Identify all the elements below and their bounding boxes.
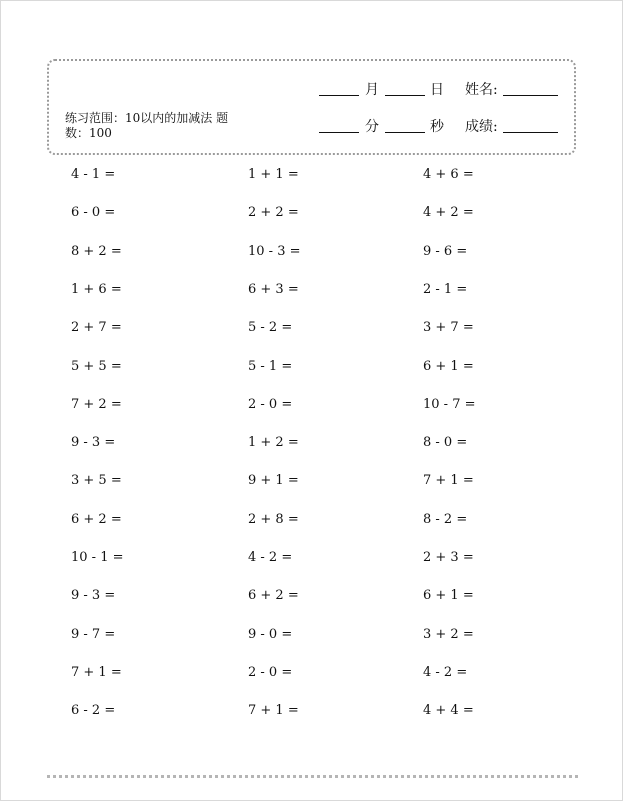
- problem-item: 9 - 7 =: [71, 626, 116, 642]
- problem-item: 7 + 2 =: [71, 396, 122, 412]
- problem-item: 4 - 2 =: [248, 550, 293, 565]
- problem-item: 2 - 1 =: [423, 281, 468, 297]
- problem-item: 5 - 1 =: [248, 358, 293, 374]
- problem-item: 10 - 3 =: [248, 243, 301, 259]
- problem-item: 10 - 1 =: [71, 550, 124, 565]
- problem-item: 7 + 1 =: [248, 703, 299, 719]
- month-label: 月: [365, 82, 379, 98]
- problem-item: 6 + 3 =: [248, 281, 299, 297]
- minute-label: 分: [365, 119, 379, 135]
- problem-item: 2 - 0 =: [248, 396, 293, 412]
- problem-item: 3 + 7 =: [423, 320, 474, 336]
- problem-item: 1 + 2 =: [248, 435, 299, 451]
- problem-item: 4 + 2 =: [423, 205, 474, 221]
- problem-item: 9 - 3 =: [71, 588, 116, 604]
- problem-item: 2 - 0 =: [248, 664, 293, 680]
- problem-item: 3 + 2 =: [423, 626, 474, 642]
- footer-divider: [47, 775, 578, 778]
- problem-item: 6 + 2 =: [71, 511, 122, 527]
- problem-item: 8 + 2 =: [71, 243, 122, 259]
- problem-item: 6 - 0 =: [71, 205, 116, 221]
- problem-item: 6 - 2 =: [71, 703, 116, 719]
- problem-item: 8 - 0 =: [423, 435, 468, 451]
- problem-item: 7 + 1 =: [423, 473, 474, 489]
- problem-item: 9 - 0 =: [248, 626, 293, 642]
- problem-item: 1 + 1 =: [248, 167, 299, 182]
- problem-item: 2 + 3 =: [423, 550, 474, 565]
- problem-item: 9 + 1 =: [248, 473, 299, 489]
- score-label: 成绩:: [465, 119, 498, 135]
- problem-item: 6 + 2 =: [248, 588, 299, 604]
- problem-item: 4 - 2 =: [423, 664, 468, 680]
- problem-item: 3 + 5 =: [71, 473, 122, 489]
- problem-item: 4 + 4 =: [423, 703, 474, 719]
- problem-item: 2 + 7 =: [71, 320, 122, 336]
- problem-item: 1 + 6 =: [71, 281, 122, 297]
- second-label: 秒: [430, 119, 444, 135]
- practice-range-text: 练习范围：10以内的加减法 题数：100: [65, 111, 229, 140]
- day-label: 日: [430, 82, 444, 98]
- problem-item: 5 + 5 =: [71, 358, 122, 374]
- problem-item: 5 - 2 =: [248, 320, 293, 336]
- problem-grid: [1, 1, 623, 802]
- name-label: 姓名:: [465, 82, 498, 98]
- problem-item: 9 - 3 =: [71, 435, 116, 451]
- problem-item: 10 - 7 =: [423, 396, 476, 412]
- problem-item: 6 + 1 =: [423, 358, 474, 374]
- problem-item: 6 + 1 =: [423, 588, 474, 604]
- problem-item: 8 - 2 =: [423, 511, 468, 527]
- problem-item: 4 - 1 =: [71, 167, 116, 182]
- problem-item: 9 - 6 =: [423, 243, 468, 259]
- problem-item: 2 + 2 =: [248, 205, 299, 221]
- problem-item: 7 + 1 =: [71, 664, 122, 680]
- problem-item: 4 + 6 =: [423, 167, 474, 182]
- problem-item: 2 + 8 =: [248, 511, 299, 527]
